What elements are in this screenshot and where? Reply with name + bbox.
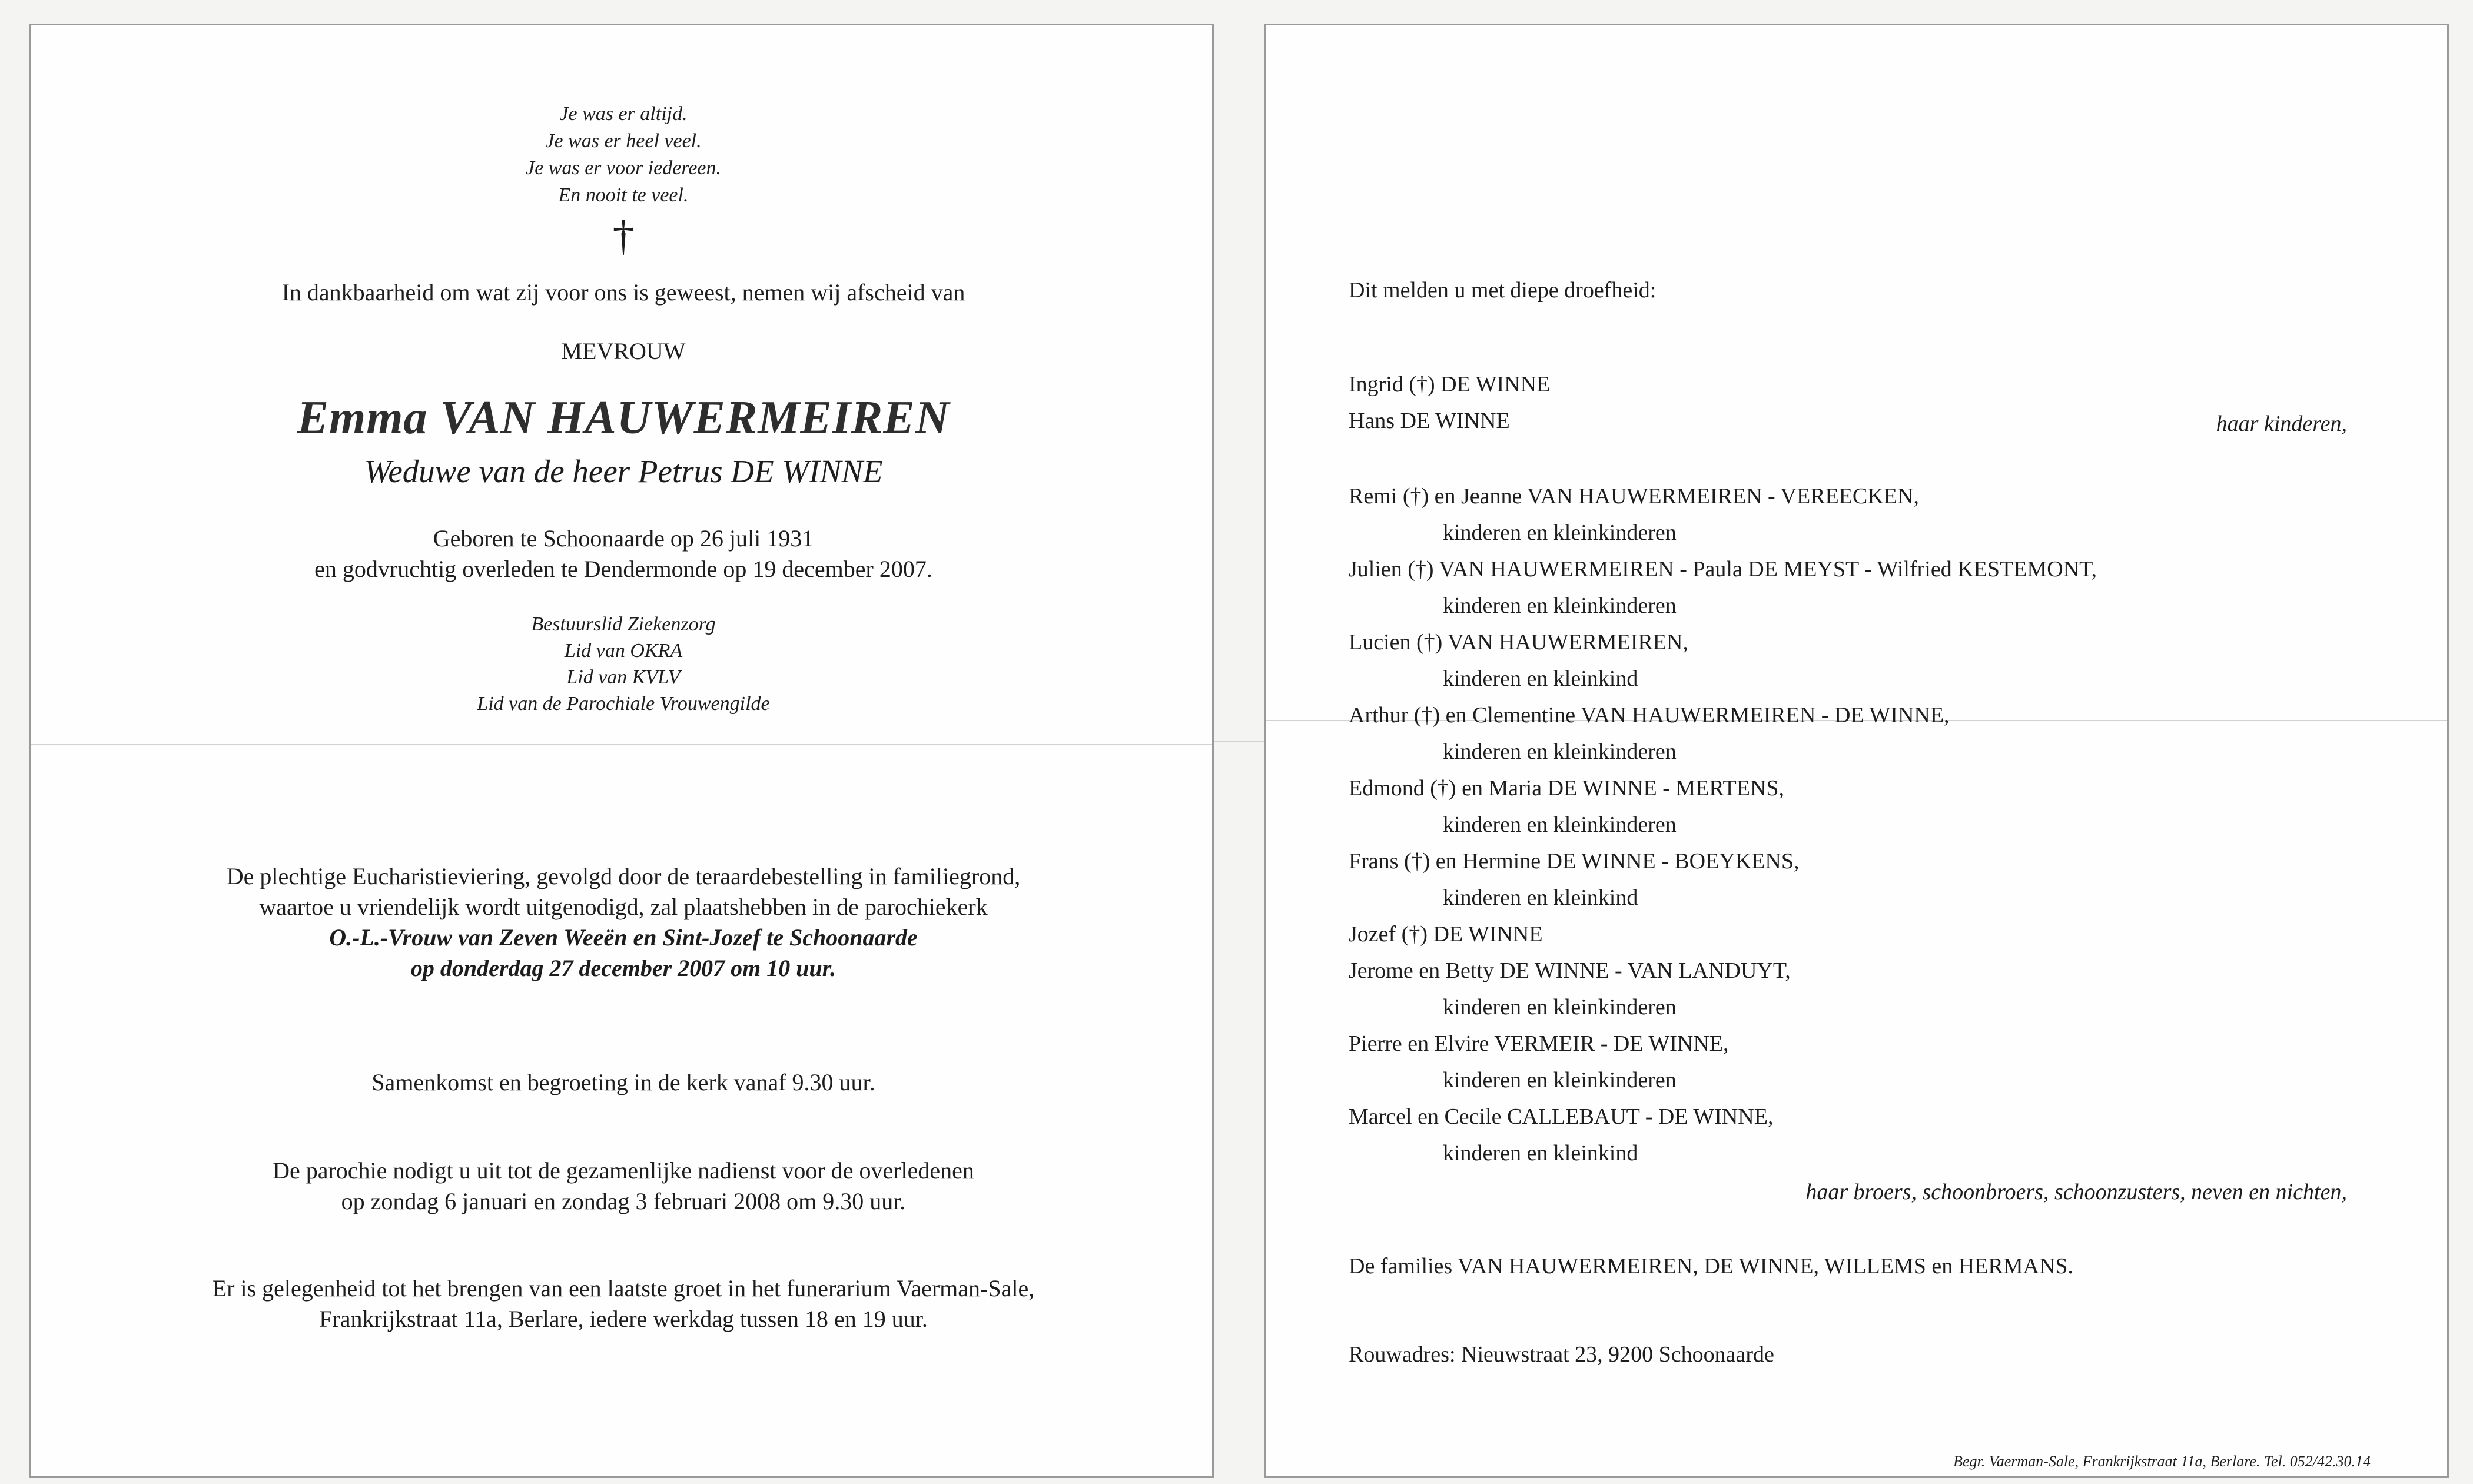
sibling-name: Arthur (†) en Clementine VAN HAUWERMEIREN - DE WINNE,: [1349, 703, 1950, 728]
deceased-name: Emma VAN HAUWERMEIREN: [297, 392, 950, 444]
ceremony-line: waartoe u vriendelijk wordt uitgenodigd, zal plaatshebben in de parochiekerk: [259, 894, 988, 920]
widow-of-text: Weduwe van de heer Petrus DE WINNE: [364, 453, 883, 489]
roles-list: [31, 611, 1216, 717]
funerarium-line: Frankrijkstraat 11a, Berlare, iedere werkdag tussen 18 en 19 uur.: [319, 1306, 928, 1332]
address-text: Rouwadres: Nieuwstraat 23, 9200 Schoonaarde: [1349, 1342, 1774, 1367]
cross-icon: †: [612, 212, 635, 260]
sibling-sub: kinderen en kleinkinderen: [1443, 995, 1677, 1020]
title-text: MEVROUW: [561, 338, 686, 364]
role-item: Lid van OKRA: [564, 640, 683, 662]
church-name: O.-L.-Vrouw van Zeven Weeën en Sint-Jozef te Schoonaarde: [329, 924, 918, 951]
child-name: Ingrid (†) DE WINNE: [1349, 372, 1551, 397]
children-label: haar kinderen,: [2216, 411, 2347, 436]
poem-line: Je was er heel veel.: [545, 130, 702, 152]
sibling-sub: kinderen en kleinkinderen: [1443, 812, 1677, 837]
intro-text: In dankbaarheid om wat zij voor ons is geweest, nemen wij afscheid van: [281, 279, 965, 306]
sibling-sub: kinderen en kleinkind: [1443, 885, 1638, 910]
ceremony-date: op donderdag 27 december 2007 om 10 uur.: [410, 955, 836, 981]
page-fold-gutter: [1214, 741, 1264, 742]
sibling-sub: kinderen en kleinkind: [1443, 1141, 1638, 1166]
role-item: Lid van KVLV: [566, 666, 681, 688]
sibling-name: Edmond (†) en Maria DE WINNE - MERTENS,: [1349, 776, 1784, 801]
sibling-name: Marcel en Cecile CALLEBAUT - DE WINNE,: [1349, 1104, 1774, 1129]
sibling-name: Jerome en Betty DE WINNE - VAN LANDUYT,: [1349, 958, 1791, 983]
parish-line: De parochie nodigt u uit tot de gezamenlijke nadienst voor de overledenen: [273, 1157, 974, 1184]
died-text: en godvruchtig overleden te Dendermonde op 19 december 2007.: [314, 556, 932, 582]
undertaker-footer: Begr. Vaerman-Sale, Frankrijkstraat 11a, Berlare. Tel. 052/42.30.14: [1953, 1453, 2371, 1470]
role-item: Lid van de Parochiale Vrouwengilde: [477, 693, 770, 715]
role-item: Bestuurslid Ziekenzorg: [531, 613, 716, 635]
sibling-name: Jozef (†) DE WINNE: [1349, 922, 1543, 947]
poem-line: Je was er voor iedereen.: [525, 157, 721, 179]
sibling-name: Remi (†) en Jeanne VAN HAUWERMEIREN - VEREECKEN,: [1349, 484, 1919, 509]
parish-line: op zondag 6 januari en zondag 3 februari 2008 om 9.30 uur.: [341, 1188, 906, 1214]
sibling-name: Frans (†) en Hermine DE WINNE - BOEYKENS,: [1349, 849, 1800, 874]
gathering-text: Samenkomst en begroeting in de kerk vanaf 9.30 uur.: [371, 1069, 875, 1095]
sibling-name: Julien (†) VAN HAUWERMEIREN - Paula DE MEYST - Wilfried KESTEMONT,: [1349, 557, 2097, 582]
siblings-label: haar broers, schoonbroers, schoonzusters, neven en nichten,: [1805, 1180, 2347, 1204]
right-card-page: [1264, 24, 2449, 1478]
sibling-name: Pierre en Elvire VERMEIR - DE WINNE,: [1349, 1031, 1729, 1056]
poem-line: En nooit te veel.: [558, 184, 689, 206]
ceremony-line: De plechtige Eucharistieviering, gevolgd door de teraardebestelling in familiegrond,: [226, 863, 1021, 889]
announce-text: Dit melden u met diepe droefheid:: [1349, 278, 1657, 303]
sibling-sub: kinderen en kleinkinderen: [1443, 593, 1677, 618]
funerarium-line: Er is gelegenheid tot het brengen van een laatste groet in het funerarium Vaerman-Sale,: [212, 1275, 1035, 1302]
poem-line: Je was er altijd.: [559, 103, 688, 125]
sibling-sub: kinderen en kleinkinderen: [1443, 520, 1677, 545]
born-text: Geboren te Schoonaarde op 26 juli 1931: [433, 525, 814, 552]
child-name: Hans DE WINNE: [1349, 409, 1510, 433]
left-card-page: [29, 24, 1214, 1478]
sibling-sub: kinderen en kleinkinderen: [1443, 739, 1677, 764]
sibling-sub: kinderen en kleinkinderen: [1443, 1068, 1677, 1093]
sibling-name: Lucien (†) VAN HAUWERMEIREN,: [1349, 630, 1688, 655]
fold-line: [31, 744, 1212, 745]
sibling-sub: kinderen en kleinkind: [1443, 666, 1638, 691]
families-text: De families VAN HAUWERMEIREN, DE WINNE, WILLEMS en HERMANS.: [1349, 1254, 2074, 1279]
poem: [31, 101, 1216, 209]
